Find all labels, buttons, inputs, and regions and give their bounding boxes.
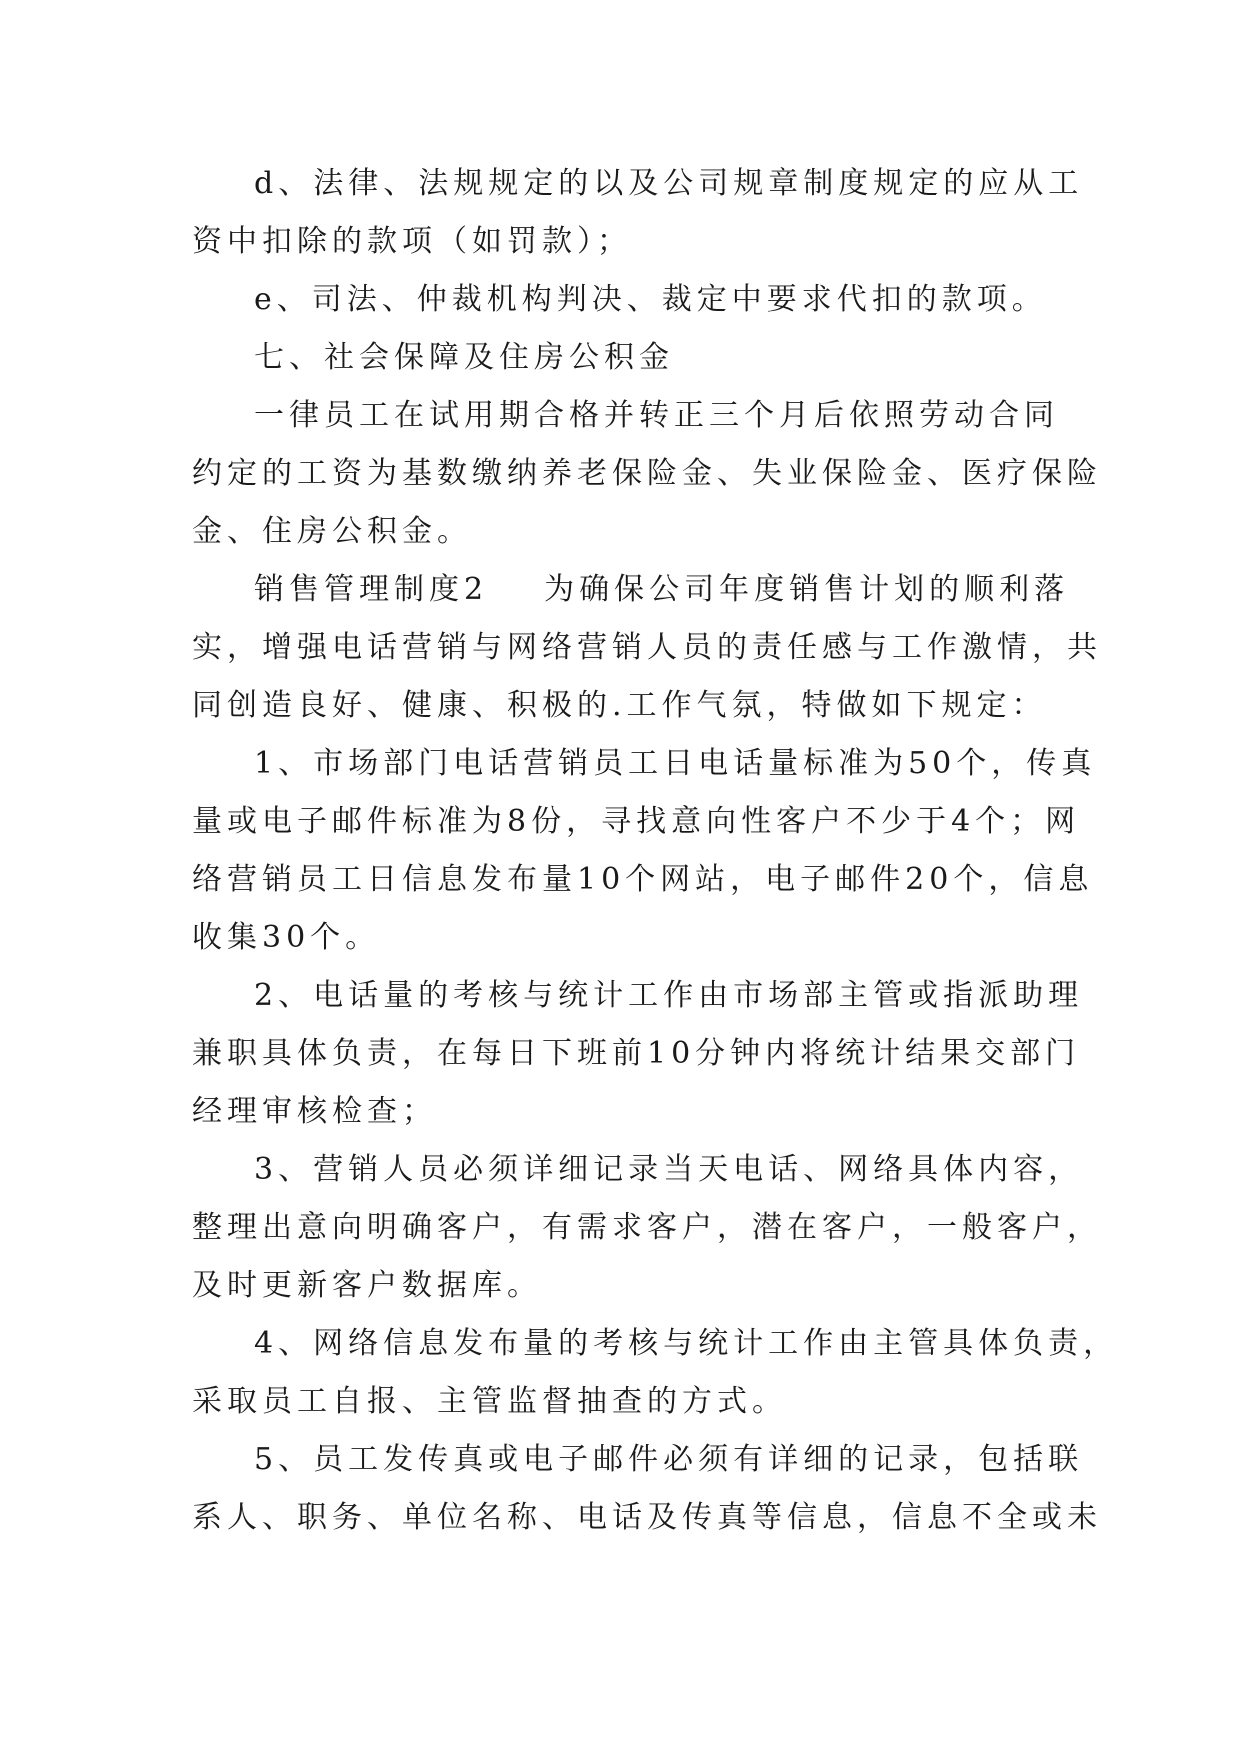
- text-line: 采取员工自报、主管监督抽查的方式。: [192, 1384, 787, 1419]
- text-line: [192, 561, 1070, 619]
- text-line: 4、网络信息发布量的考核与统计工作由主管具体负责，: [254, 1326, 1119, 1361]
- text-line: 络营销员工日信息发布量10个网站，电子邮件20个，信息: [192, 862, 1094, 897]
- text-line: d、法律、法规规定的以及公司规章制度规定的应从工: [254, 166, 1084, 201]
- text-line: 3、营销人员必须详细记录当天电话、网络具体内容，: [254, 1152, 1084, 1187]
- text-line: 系人、职务、单位名称、电话及传真等信息，信息不全或未: [192, 1500, 1102, 1535]
- text-line: 约定的工资为基数缴纳养老保险金、失业保险金、医疗保险: [192, 456, 1102, 491]
- text-line: 兼职具体负责，在每日下班前10分钟内将统计结果交部门: [192, 1036, 1081, 1071]
- text-line: 5、员工发传真或电子邮件必须有详细的记录，包括联: [254, 1442, 1084, 1477]
- text-line: 资中扣除的款项（如罚款）；: [192, 224, 632, 259]
- text-line: 整理出意向明确客户，有需求客户，潜在客户，一般客户，: [192, 1210, 1102, 1245]
- text-line: 金、住房公积金。: [192, 514, 472, 549]
- text-line: 经理审核检查；: [192, 1094, 437, 1129]
- text-line: 量或电子邮件标准为8份，寻找意向性客户不少于4个；网: [192, 804, 1081, 839]
- text-line: 实，增强电话营销与网络营销人员的责任感与工作激情，共: [192, 630, 1102, 665]
- document-body: [192, 155, 1119, 1547]
- text-line: 一律员工在试用期合格并转正三个月后依照劳动合同: [254, 398, 1059, 433]
- text-segment: 为确保公司年度销售计划的顺利落: [544, 572, 1070, 607]
- text-line: 收集30个。: [192, 920, 381, 955]
- text-line: 及时更新客户数据库。: [192, 1268, 542, 1303]
- document-title: 销售管理制度2: [254, 572, 489, 607]
- text-line: 1、市场部门电话营销员工日电话量标准为50个，传真: [254, 746, 1097, 781]
- text-line: 2、电话量的考核与统计工作由市场部主管或指派助理: [254, 978, 1084, 1013]
- text-line: 同创造良好、健康、积极的.工作气氛，特做如下规定：: [192, 688, 1047, 723]
- text-line: e、司法、仲裁机构判决、裁定中要求代扣的款项。: [254, 282, 1047, 317]
- section-heading: 七、社会保障及住房公积金: [254, 340, 674, 375]
